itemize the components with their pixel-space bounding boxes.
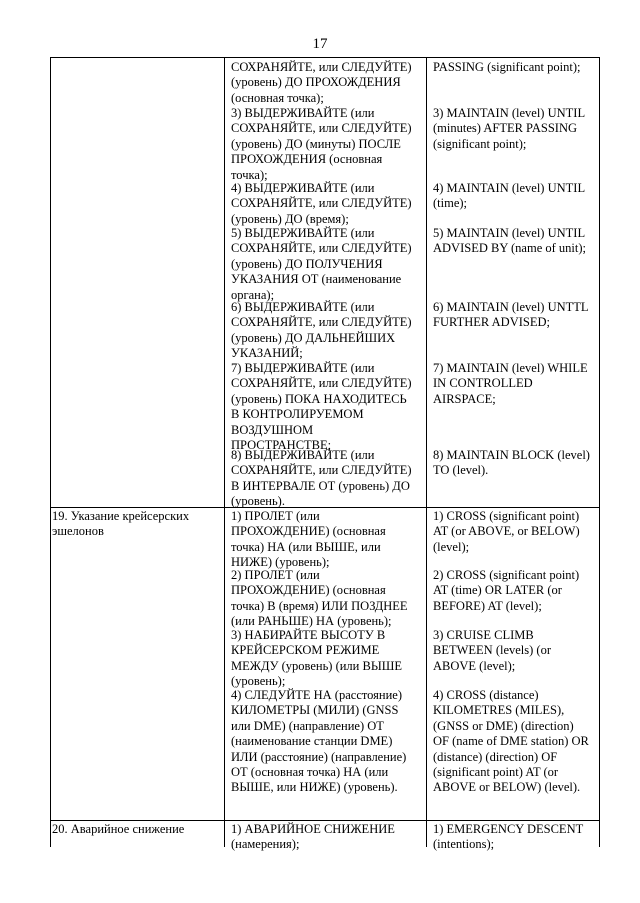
section-19-title: 19. Указание крейсерских эшелонов xyxy=(52,509,190,539)
section-20-divider xyxy=(50,820,599,821)
cruise-item-1-en: 1) CROSS (significant point) AT (or ABOVE, or BELOW) (level); xyxy=(433,509,580,554)
table-border-left xyxy=(50,57,51,847)
maintain-item-5-ru: 5) ВЫДЕРЖИВАЙТЕ (или СОХРАНЯЙТЕ, или СЛЕДУЙТЕ) (уровень) ДО ПОЛУЧЕНИЯ УКАЗАНИЯ ОТ (наименование органа); xyxy=(231,226,412,302)
cruise-item-4-en: 4) CROSS (distance) KILOMETRES (MILES), (GNSS or DME) (direction) OF (name of DME station) OR (distance) (direction) OF (significant point) AT (or ABOVE or BELOW) (level). xyxy=(433,688,589,795)
table-divider-1 xyxy=(224,57,225,847)
table-divider-2 xyxy=(426,57,427,847)
cruise-item-2-en: 2) CROSS (significant point) AT (time) OR LATER (or BEFORE) AT (level); xyxy=(433,568,580,613)
continuation-en: PASSING (significant point); xyxy=(433,60,581,74)
section-20-title: 20. Аварийное снижение xyxy=(52,822,185,836)
maintain-item-7-en: 7) MAINTAIN (level) WHILE IN CONTROLLED AIRSPACE; xyxy=(433,361,588,406)
page-number: 17 xyxy=(312,36,328,52)
maintain-item-6-ru: 6) ВЫДЕРЖИВАЙТЕ (или СОХРАНЯЙТЕ, или СЛЕДУЙТЕ) (уровень) ДО ДАЛЬНЕЙШИХ УКАЗАНИЙ; xyxy=(231,300,412,361)
maintain-item-4-en: 4) MAINTAIN (level) UNTIL (time); xyxy=(433,181,586,211)
table-top-border xyxy=(50,57,599,58)
continuation-ru: СОХРАНЯЙТЕ, или СЛЕДУЙТЕ) (уровень) ДО ПРОХОЖДЕНИЯ (основная точка); xyxy=(231,60,412,105)
maintain-item-4-ru: 4) ВЫДЕРЖИВАЙТЕ (или СОХРАНЯЙТЕ, или СЛЕДУЙТЕ) (уровень) ДО (время); xyxy=(231,181,412,226)
emergency-descent-ru: 1) АВАРИЙНОЕ СНИЖЕНИЕ (намерения); xyxy=(231,822,395,852)
maintain-item-8-en: 8) MAINTAIN BLOCK (level) TO (level). xyxy=(433,448,590,478)
cruise-item-3-en: 3) CRUISE CLIMB BETWEEN (levels) (or ABOVE (level); xyxy=(433,628,552,673)
cruise-item-3-ru: 3) НАБИРАЙТЕ ВЫСОТУ В КРЕЙСЕРСКОМ РЕЖИМЕ МЕЖДУ (уровень) (или ВЫШЕ (уровень); xyxy=(231,628,402,689)
maintain-item-5-en: 5) MAINTAIN (level) UNTIL ADVISED BY (name of unit); xyxy=(433,226,586,256)
table-border-right xyxy=(599,57,600,847)
maintain-item-3-ru: 3) ВЫДЕРЖИВАЙТЕ (или СОХРАНЯЙТЕ, или СЛЕДУЙТЕ) (уровень) ДО (минуты) ПОСЛЕ ПРОХОЖДЕНИЯ (основная точка); xyxy=(231,106,412,182)
maintain-item-8-ru: 8) ВЫДЕРЖИВАЙТЕ (или СОХРАНЯЙТЕ, или СЛЕДУЙТЕ) В ИНТЕРВАЛЕ ОТ (уровень) ДО (уровень). xyxy=(231,448,412,509)
maintain-item-6-en: 6) MAINTAIN (level) UNTTL FURTHER ADVISED; xyxy=(433,300,589,330)
maintain-item-3-en: 3) MAINTAIN (level) UNTIL (minutes) AFTER PASSING (significant point); xyxy=(433,106,586,151)
cruise-item-4-ru: 4) СЛЕДУЙТЕ НА (расстояние) КИЛОМЕТРЫ (МИЛИ) (GNSS или DME) (направление) ОТ (наименование станции DME) ИЛИ (расстояние) (направление) ОТ (основная точка) НА (или ВЫШЕ, или НИЖЕ) (уровень). xyxy=(231,688,407,795)
cruise-item-2-ru: 2) ПРОЛЕТ (или ПРОХОЖДЕНИЕ) (основная точка) В (время) ИЛИ ПОЗДНЕЕ (или РАНЬШЕ) НА (уровень); xyxy=(231,568,408,629)
maintain-item-7-ru: 7) ВЫДЕРЖИВАЙТЕ (или СОХРАНЯЙТЕ, или СЛЕДУЙТЕ) (уровень) ПОКА НАХОДИТЕСЬ В КОНТРОЛИРУЕМОМ ВОЗДУШНОМ ПРОСТРАНСТВЕ; xyxy=(231,361,412,453)
emergency-descent-en: 1) EMERGENCY DESCENT (intentions); xyxy=(433,822,584,852)
cruise-item-1-ru: 1) ПРОЛЕТ (или ПРОХОЖДЕНИЕ) (основная точка) НА (или ВЫШЕ, или НИЖЕ) (уровень); xyxy=(231,509,386,570)
